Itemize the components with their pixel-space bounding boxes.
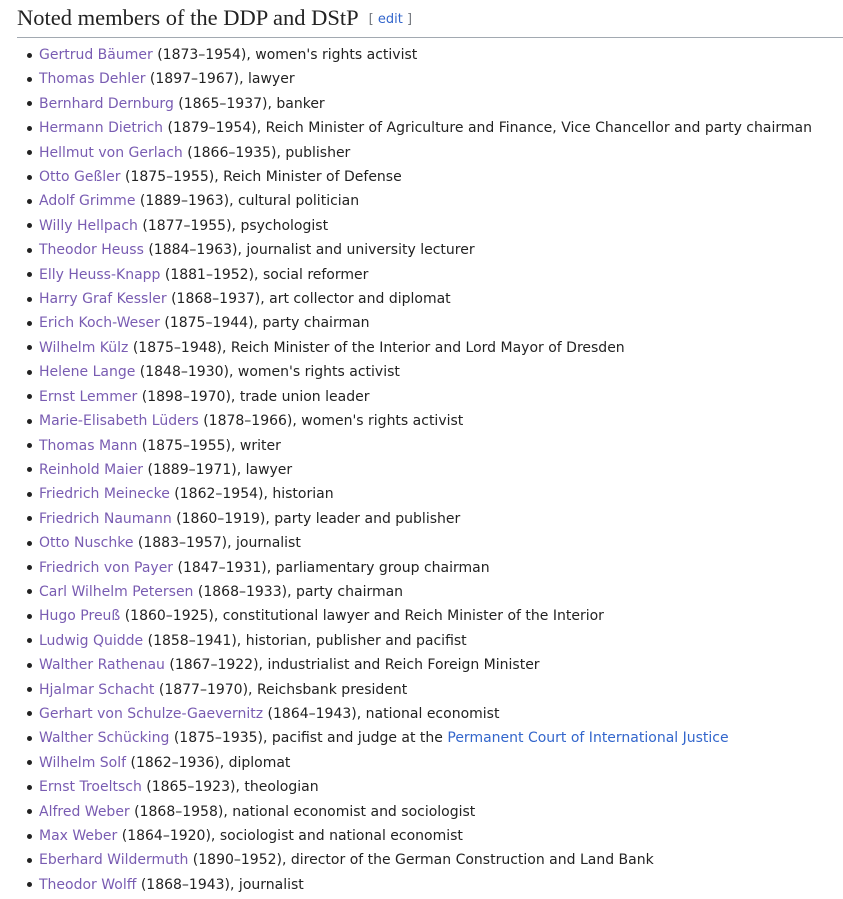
member-link[interactable]: Thomas Dehler bbox=[39, 71, 146, 88]
list-item bbox=[27, 360, 843, 384]
member-link[interactable]: Ernst Troeltsch bbox=[39, 779, 142, 796]
bullet-icon bbox=[27, 565, 32, 570]
bullet-icon bbox=[27, 809, 32, 814]
bullet-icon bbox=[27, 297, 32, 302]
list-item bbox=[27, 409, 843, 433]
bullet-icon bbox=[27, 126, 32, 131]
member-description: (1897–1967), lawyer bbox=[145, 71, 295, 88]
list-item bbox=[27, 92, 843, 116]
member-link[interactable]: Hellmut von Gerlach bbox=[39, 144, 183, 161]
member-description: (1862–1936), diplomat bbox=[126, 754, 291, 771]
member-description: (1864–1943), national economist bbox=[263, 705, 500, 722]
list-item bbox=[27, 385, 843, 409]
member-description: (1848–1930), women's rights activist bbox=[135, 364, 400, 381]
member-description: (1866–1935), publisher bbox=[182, 144, 351, 161]
member-description: (1868–1943), journalist bbox=[136, 876, 304, 893]
member-description: (1881–1952), social reformer bbox=[160, 266, 369, 283]
member-link[interactable]: Wilhelm Solf bbox=[39, 754, 127, 771]
bullet-icon bbox=[27, 492, 32, 497]
member-link[interactable]: Theodor Heuss bbox=[39, 242, 144, 259]
member-link[interactable]: Eberhard Wildermuth bbox=[39, 852, 189, 869]
bullet-icon bbox=[27, 882, 32, 887]
list-item bbox=[27, 336, 843, 360]
list-item bbox=[27, 238, 843, 262]
member-description: (1858–1941), historian, publisher and pacifist bbox=[143, 632, 467, 649]
member-description: (1847–1931), parliamentary group chairman bbox=[173, 559, 490, 576]
member-description: (1875–1948), Reich Minister of the Interior and Lord Mayor of Dresden bbox=[128, 339, 625, 356]
member-description: (1868–1937), art collector and diplomat bbox=[166, 291, 451, 308]
list-item bbox=[27, 67, 843, 91]
bullet-icon bbox=[27, 785, 32, 790]
bullet-icon bbox=[27, 516, 32, 521]
member-link[interactable]: Elly Heuss-Knapp bbox=[39, 266, 161, 283]
member-description: (1862–1954), historian bbox=[169, 486, 334, 503]
member-link[interactable]: Hjalmar Schacht bbox=[39, 681, 155, 698]
bullet-icon bbox=[27, 663, 32, 668]
list-item bbox=[27, 311, 843, 335]
member-description: (1865–1923), theologian bbox=[141, 779, 319, 796]
list-item bbox=[27, 141, 843, 165]
section-heading bbox=[17, 4, 843, 38]
list-item bbox=[27, 214, 843, 238]
list-item bbox=[27, 726, 843, 750]
member-link[interactable]: Friedrich Naumann bbox=[39, 510, 172, 527]
bullet-icon bbox=[27, 443, 32, 448]
bullet-icon bbox=[27, 53, 32, 58]
member-link[interactable]: Hugo Preuß bbox=[39, 608, 121, 625]
list-item bbox=[27, 458, 843, 482]
member-link[interactable]: Thomas Mann bbox=[39, 437, 138, 454]
bullet-icon bbox=[27, 834, 32, 839]
list-item bbox=[27, 873, 843, 897]
member-link[interactable]: Wilhelm Külz bbox=[39, 339, 129, 356]
list-item bbox=[27, 189, 843, 213]
member-link[interactable]: Adolf Grimme bbox=[39, 193, 136, 210]
member-description: (1884–1963), journalist and university lecturer bbox=[143, 242, 475, 259]
list-item bbox=[27, 848, 843, 872]
member-link[interactable]: Ludwig Quidde bbox=[39, 632, 144, 649]
member-link[interactable]: Friedrich von Payer bbox=[39, 559, 174, 576]
member-link[interactable]: Friedrich Meinecke bbox=[39, 486, 170, 503]
list-item bbox=[27, 751, 843, 775]
edit-link[interactable]: edit bbox=[377, 12, 403, 27]
member-link[interactable]: Walther Rathenau bbox=[39, 657, 165, 674]
list-item bbox=[27, 702, 843, 726]
list-item bbox=[27, 482, 843, 506]
member-link[interactable]: Bernhard Dernburg bbox=[39, 95, 174, 112]
bullet-icon bbox=[27, 394, 32, 399]
member-description: (1877–1955), psychologist bbox=[137, 217, 329, 234]
member-link[interactable]: Ernst Lemmer bbox=[39, 388, 138, 405]
member-description: (1898–1970), trade union leader bbox=[137, 388, 370, 405]
member-link[interactable]: Erich Koch-Weser bbox=[39, 315, 160, 332]
member-description: (1865–1937), banker bbox=[173, 95, 325, 112]
bullet-icon bbox=[27, 248, 32, 253]
list-item bbox=[27, 434, 843, 458]
list-item bbox=[27, 824, 843, 848]
member-description: (1864–1920), sociologist and national economist bbox=[117, 828, 463, 844]
member-description: (1889–1963), cultural politician bbox=[135, 193, 360, 210]
member-link[interactable]: Max Weber bbox=[39, 828, 118, 844]
bullet-icon bbox=[27, 419, 32, 424]
section-title: Noted members of the DDP and DStP bbox=[17, 5, 359, 30]
list-item bbox=[27, 116, 843, 140]
member-description: (1879–1954), Reich Minister of Agriculture and Finance, Vice Chancellor and party chairman bbox=[163, 120, 812, 137]
list-item bbox=[27, 287, 843, 311]
list-item bbox=[27, 531, 843, 555]
list-item bbox=[27, 800, 843, 824]
member-description: (1860–1919), party leader and publisher bbox=[171, 510, 461, 527]
list-item bbox=[27, 556, 843, 580]
member-link[interactable]: Helene Lange bbox=[39, 364, 136, 381]
list-item bbox=[27, 165, 843, 189]
member-link[interactable]: Carl Wilhelm Petersen bbox=[39, 583, 194, 600]
bullet-icon bbox=[27, 687, 32, 692]
bullet-icon bbox=[27, 614, 32, 619]
bullet-icon bbox=[27, 638, 32, 643]
member-link[interactable]: Willy Hellpach bbox=[39, 217, 138, 234]
member-link[interactable]: Walther Schücking bbox=[39, 730, 170, 747]
list-item bbox=[27, 580, 843, 604]
member-description: (1875–1955), writer bbox=[137, 437, 281, 454]
bullet-icon bbox=[27, 77, 32, 82]
member-description: (1875–1944), party chairman bbox=[159, 315, 370, 332]
member-link[interactable]: Otto Nuschke bbox=[39, 535, 134, 552]
bullet-icon bbox=[27, 541, 32, 546]
list-item bbox=[27, 653, 843, 677]
bullet-icon bbox=[27, 858, 32, 863]
bullet-icon bbox=[27, 760, 32, 765]
member-description: (1883–1957), journalist bbox=[133, 535, 301, 552]
member-link[interactable]: Reinhold Maier bbox=[39, 461, 144, 478]
bullet-icon bbox=[27, 101, 32, 106]
member-description: (1860–1925), constitutional lawyer and Reich Minister of the Interior bbox=[120, 608, 604, 625]
member-link[interactable]: Gertrud Bäumer bbox=[39, 47, 153, 63]
bullet-icon bbox=[27, 199, 32, 204]
bullet-icon bbox=[27, 321, 32, 326]
list-item bbox=[27, 629, 843, 653]
members-list bbox=[17, 43, 843, 897]
list-item bbox=[27, 604, 843, 628]
member-description: (1875–1935), pacifist and judge at the bbox=[169, 730, 448, 747]
bullet-icon bbox=[27, 150, 32, 155]
bullet-icon bbox=[27, 175, 32, 180]
member-description: (1878–1966), women's rights activist bbox=[198, 413, 464, 430]
list-item bbox=[27, 507, 843, 531]
court-link[interactable]: Permanent Court of International Justice bbox=[447, 730, 729, 747]
member-description: (1868–1933), party chairman bbox=[193, 583, 404, 600]
bullet-icon bbox=[27, 589, 32, 594]
member-link[interactable]: Gerhart von Schulze-Gaevernitz bbox=[39, 705, 264, 722]
bullet-icon bbox=[27, 223, 32, 228]
list-item bbox=[27, 263, 843, 287]
member-description: (1867–1922), industrialist and Reich Foreign Minister bbox=[164, 657, 540, 674]
list-item bbox=[27, 43, 843, 67]
bullet-icon bbox=[27, 467, 32, 472]
member-description: (1873–1954), women's rights activist bbox=[152, 47, 418, 63]
list-item bbox=[27, 775, 843, 799]
member-link[interactable]: Marie-Elisabeth Lüders bbox=[39, 413, 199, 430]
list-item bbox=[27, 678, 843, 702]
member-link[interactable]: Alfred Weber bbox=[39, 803, 130, 820]
member-description: (1868–1958), national economist and sociologist bbox=[129, 803, 476, 820]
bullet-icon bbox=[27, 736, 32, 741]
member-link[interactable]: Hermann Dietrich bbox=[39, 120, 164, 137]
bullet-icon bbox=[27, 370, 32, 375]
bullet-icon bbox=[27, 272, 32, 277]
member-link[interactable]: Theodor Wolff bbox=[39, 876, 137, 893]
bullet-icon bbox=[27, 345, 32, 350]
member-description: (1889–1971), lawyer bbox=[143, 461, 293, 478]
member-link[interactable]: Otto Geßler bbox=[39, 169, 121, 186]
member-link[interactable]: Harry Graf Kessler bbox=[39, 291, 167, 308]
member-description: (1890–1952), director of the German Construction and Land Bank bbox=[188, 852, 654, 869]
member-description: (1875–1955), Reich Minister of Defense bbox=[120, 169, 402, 186]
edit-section: [ edit ] bbox=[368, 12, 413, 27]
member-description: (1877–1970), Reichsbank president bbox=[154, 681, 408, 698]
bullet-icon bbox=[27, 711, 32, 716]
